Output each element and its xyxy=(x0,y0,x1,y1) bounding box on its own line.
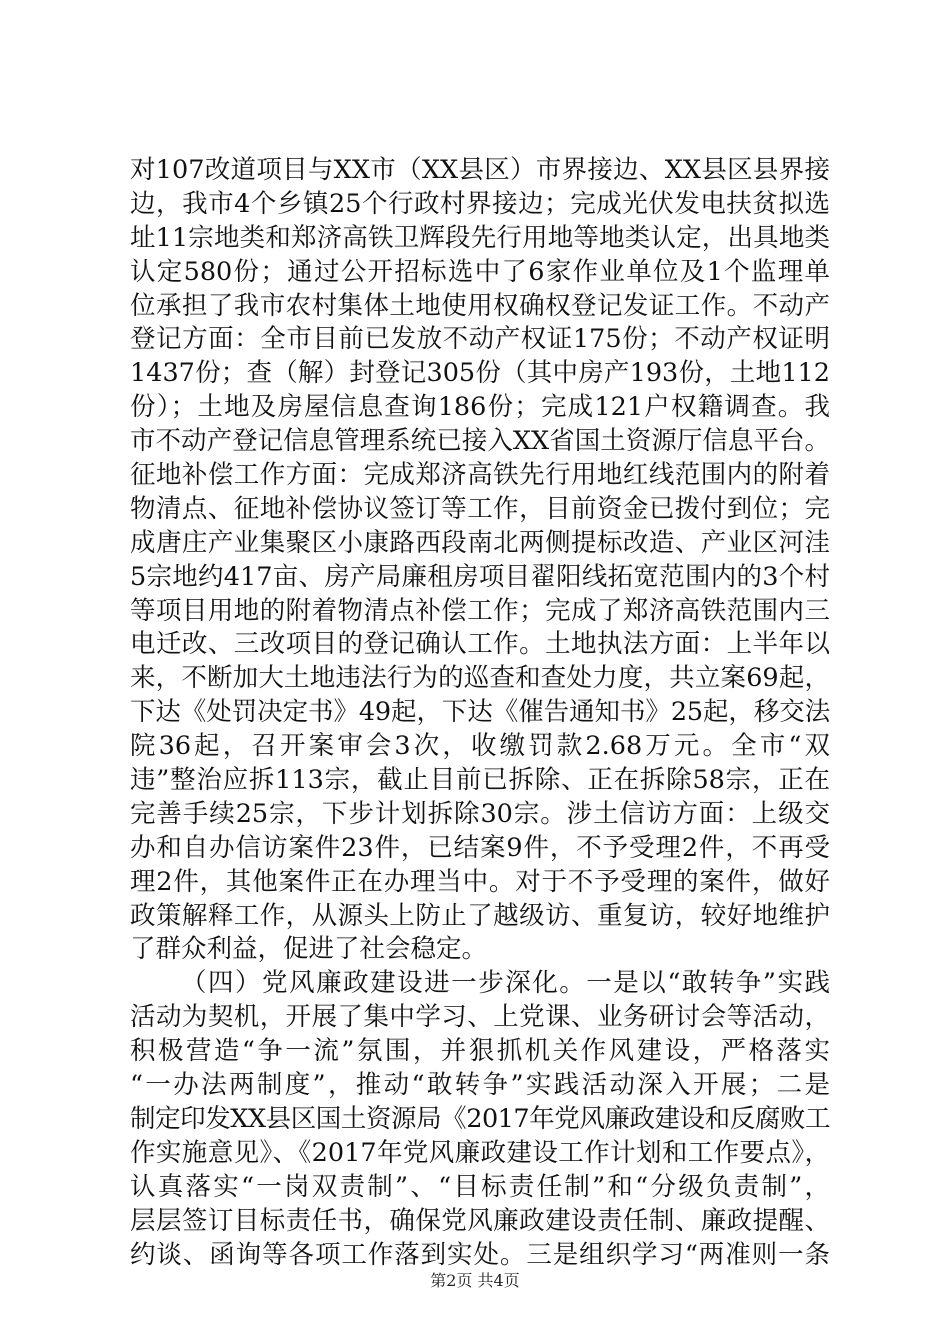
text-line: 完善手续25宗，下步计划拆除30宗。涉土信访方面：上级交 xyxy=(130,798,830,829)
text-line: 5宗地约417亩、房产局廉租房项目翟阳线拓宽范围内的3个村 xyxy=(130,561,830,592)
text-line: 等项目用地的附着物清点补偿工作；完成了郑济高铁范围内三 xyxy=(130,595,830,626)
text-line: “一办法两制度”，推动“敢转争”实践活动深入开展；二是 xyxy=(130,1070,830,1101)
text-line: 成唐庄产业集聚区小康路西段南北两侧提标改造、产业区河洼 xyxy=(130,527,830,558)
text-line: 政策解释工作，从源头上防止了越级访、重复访，较好地维护 xyxy=(130,900,830,931)
text-line: 对107改道项目与XX市（XX县区）市界接边、XX县区县界接 xyxy=(130,155,830,185)
text-line: 了群众利益，促进了社会稳定。 xyxy=(130,934,488,965)
text-line: 边，我市4个乡镇25个行政村界接边；完成光伏发电扶贫拟选 xyxy=(130,188,830,219)
text-line: 层层签订目标责任书，确保党风廉政建设责任制、廉政提醒、 xyxy=(130,1205,830,1236)
text-line: 理2件，其他案件正在办理当中。对于不予受理的案件，做好 xyxy=(130,866,830,897)
text-line: 认真落实“一岗双责制”、“目标责任制”和“分级负责制”， xyxy=(130,1171,830,1202)
section-heading-line: （四）党风廉政建设进一步深化。一是以“敢转争”实践 xyxy=(181,968,830,999)
body-text xyxy=(130,154,830,1272)
text-line: 下达《处罚决定书》49起，下达《催告通知书》25起，移交法 xyxy=(130,697,830,728)
page-footer xyxy=(0,1268,950,1291)
text-line: 征地补偿工作方面：完成郑济高铁先行用地红线范围内的附着 xyxy=(130,460,830,491)
text-line: 来，不断加大土地违法行为的巡查和查处力度，共立案69起， xyxy=(130,663,830,694)
text-line: 电迁改、三改项目的登记确认工作。土地执法方面：上半年以 xyxy=(130,629,830,660)
text-line: 约谈、函询等各项工作落到实处。三是组织学习“两准则一条 xyxy=(130,1239,830,1270)
text-line: 份）；土地及房屋信息查询186份；完成121户权籍调查。我 xyxy=(130,392,830,423)
text-line: 制定印发XX县区国土资源局《2017年党风廉政建设和反腐败工 xyxy=(130,1103,830,1134)
text-line: 违”整治应拆113宗，截止目前已拆除、正在拆除58宗，正在 xyxy=(130,765,830,796)
text-line: 办和自办信访案件23件，已结案9件，不予受理2件，不再受 xyxy=(130,832,830,863)
page-number: 第2页 共4页 xyxy=(430,1271,520,1290)
text-line: 积极营造“争一流”氛围，并狠抓机关作风建设，严格落实 xyxy=(130,1036,830,1067)
text-line: 登记方面：全市目前已发放不动产权证175份；不动产权证明 xyxy=(130,324,830,355)
text-line: 1437份；查（解）封登记305份（其中房产193份，土地112 xyxy=(130,358,830,389)
text-line: 院36起，召开案审会3次，收缴罚款2.68万元。全市“双 xyxy=(130,731,830,762)
text-line: 位承担了我市农村集体土地使用权确权登记发证工作。不动产 xyxy=(130,290,830,321)
text-line: 认定580份；通过公开招标选中了6家作业单位及1个监理单 xyxy=(130,256,830,287)
text-line: 物清点、征地补偿协议签订等工作，目前资金已拨付到位；完 xyxy=(130,493,830,524)
text-line: 址11宗地类和郑济高铁卫辉段先行用地等地类认定，出具地类 xyxy=(130,222,830,253)
text-line: 市不动产登记信息管理系统已接入XX省国土资源厅信息平台。 xyxy=(130,426,830,457)
text-line: 作实施意见》、《2017年党风廉政建设工作计划和工作要点》， xyxy=(130,1137,830,1168)
text-line: 活动为契机，开展了集中学习、上党课、业务研讨会等活动， xyxy=(130,1002,830,1033)
